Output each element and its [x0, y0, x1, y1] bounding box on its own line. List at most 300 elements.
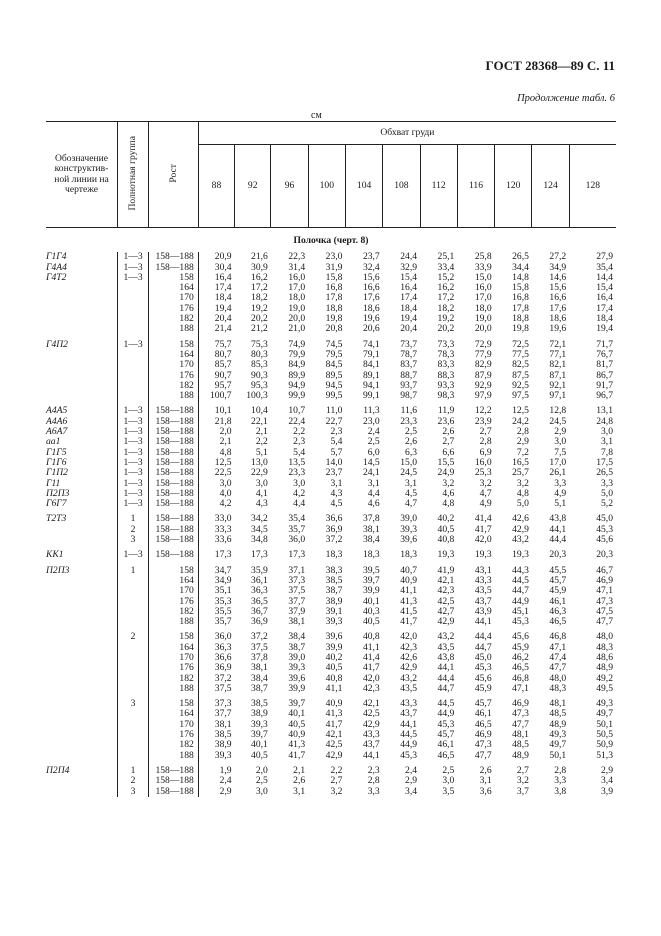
measurement-cell: 39,3 — [288, 662, 306, 674]
measurement-cell: 4,3 — [330, 487, 343, 499]
measurement-cell: 47,5 — [596, 605, 613, 617]
measurement-cell: 74,1 — [362, 338, 380, 350]
line-designation: П2П4 — [46, 764, 70, 776]
measurement-cell: 18,4 — [596, 313, 613, 325]
measurement-cell: 42,9 — [325, 749, 343, 761]
measurement-cell: 37,7 — [288, 595, 306, 607]
measurement-cell: 47,3 — [512, 708, 529, 720]
measurement-cell: 45,0 — [474, 651, 492, 663]
measurement-cell: 44,1 — [400, 718, 418, 730]
measurement-cell: 87,1 — [549, 369, 567, 381]
measurement-cell: 3,1 — [479, 775, 492, 787]
measurement-cell: 47,7 — [549, 662, 567, 674]
measurement-cell: 38,1 — [214, 718, 232, 730]
measurement-cell: 2,7 — [479, 426, 492, 438]
measurement-cell: 17,6 — [362, 292, 380, 304]
measurement-cell: 42,1 — [362, 698, 380, 710]
measurement-cell: 94,5 — [325, 379, 343, 391]
fullness-group — [118, 653, 149, 663]
measurement-cell: 99,9 — [288, 390, 306, 402]
measurement-cell: 73,3 — [437, 338, 455, 350]
line-designation — [46, 350, 118, 360]
measurement-cell: 14,5 — [362, 456, 380, 468]
measurement-cell: 48,9 — [549, 718, 567, 730]
height-value: 158—188 — [149, 514, 199, 524]
line-designation — [46, 576, 118, 586]
measurement-cell: 3,0 — [255, 785, 268, 797]
measurement-cell: 34,9 — [214, 574, 232, 586]
fullness-header — [118, 122, 149, 228]
measurement-cell: 2,3 — [293, 436, 306, 448]
height-value: 158 — [149, 566, 199, 576]
measurement-cell: 45,0 — [596, 513, 613, 525]
height-value: 158 — [149, 273, 199, 283]
measurement-cell: 38,5 — [214, 729, 232, 741]
measurement-cell: 3,0 — [255, 477, 268, 489]
measurement-cell: 38,4 — [362, 534, 380, 546]
measurement-cell: 97,1 — [549, 390, 567, 402]
measurement-cell: 18,4 — [214, 292, 232, 304]
measurement-cell: 15,4 — [400, 271, 418, 283]
measurement-cell: 18,6 — [549, 313, 567, 325]
measurement-cell: 35,4 — [288, 513, 306, 525]
measurement-cell: 18,4 — [400, 302, 418, 314]
measurement-cell: 49,3 — [549, 729, 567, 741]
line-designation — [46, 776, 118, 786]
measurement-cell: 45,9 — [512, 641, 529, 653]
measurement-cell: 48,5 — [512, 739, 529, 751]
measurement-cell: 14,6 — [549, 271, 567, 283]
measurement-cell: 3,2 — [516, 477, 529, 489]
line-designation — [46, 663, 118, 673]
measurement-cell: 42,5 — [437, 595, 455, 607]
measurement-cell: 45,3 — [596, 523, 613, 535]
measurement-cell: 41,5 — [400, 605, 418, 617]
height-value: 158—188 — [149, 766, 199, 776]
height-value: 158—188 — [149, 499, 199, 509]
measurement-cell: 16,5 — [512, 456, 529, 468]
measurement-cell: 40,8 — [362, 631, 380, 643]
measurement-cell: 46,2 — [512, 651, 529, 663]
fullness-group — [118, 360, 149, 370]
measurement-cell: 44,4 — [437, 672, 455, 684]
measurement-cell: 38,7 — [288, 641, 306, 653]
measurement-cell: 24,4 — [400, 251, 418, 263]
measurement-cell: 98,7 — [400, 390, 418, 402]
measurement-cell: 47,1 — [512, 682, 529, 694]
measurement-cell: 42,7 — [437, 605, 455, 617]
measurement-cell: 21,2 — [251, 323, 268, 335]
measurement-cell: 46,7 — [596, 564, 613, 576]
measurement-cell: 36,0 — [214, 631, 232, 643]
measurement-cell: 18,2 — [251, 292, 268, 304]
measurement-cell: 36,6 — [325, 513, 343, 525]
measurement-cell: 6,6 — [442, 446, 455, 458]
measurement-cell: 74,5 — [325, 338, 343, 350]
measurement-cell: 100,7 — [209, 390, 232, 402]
table-row — [46, 751, 616, 761]
measurement-cell: 41,7 — [400, 616, 418, 628]
measurement-cell: 33,9 — [474, 261, 492, 273]
measurement-cell: 2,9 — [554, 426, 567, 438]
measurement-cell: 4,2 — [219, 498, 232, 510]
fullness-group — [118, 597, 149, 607]
measurement-cell: 49,2 — [596, 672, 613, 684]
measurement-cell: 85,3 — [251, 359, 268, 371]
measurement-cell: 48,0 — [596, 631, 613, 643]
measurement-cell: 41,1 — [325, 682, 343, 694]
measurement-cell: 24,5 — [549, 415, 567, 427]
table-row — [46, 468, 616, 478]
measurement-cell: 10,7 — [288, 405, 306, 417]
height-value: 158—188 — [149, 458, 199, 468]
measurement-cell: 17,4 — [214, 282, 232, 294]
fullness-group — [118, 684, 149, 694]
fullness-group: 1—3 — [118, 448, 149, 458]
measurement-cell: 90,7 — [214, 369, 232, 381]
measurement-cell: 77,9 — [474, 348, 492, 360]
measurement-cell: 46,1 — [437, 739, 455, 751]
measurement-cell: 48,3 — [549, 682, 567, 694]
measurement-cell: 3,2 — [330, 785, 343, 797]
measurement-cell: 4,4 — [367, 487, 380, 499]
height-value: 176 — [149, 597, 199, 607]
measurement-cell: 42,3 — [362, 682, 380, 694]
measurement-cell: 45,9 — [549, 585, 567, 597]
measurement-cell: 83,3 — [437, 359, 455, 371]
measurement-cell: 44,9 — [512, 595, 529, 607]
line-designation — [46, 674, 118, 684]
fullness-group: 2 — [118, 525, 149, 535]
measurement-cell: 44,5 — [512, 574, 529, 586]
measurement-cell: 2,2 — [255, 436, 268, 448]
height-value: 158—188 — [149, 448, 199, 458]
measurement-cell: 19,0 — [474, 313, 492, 325]
measurement-cell: 19,3 — [474, 549, 492, 561]
fullness-group: 3 — [118, 787, 149, 797]
measurement-cell: 18,0 — [288, 292, 306, 304]
line-designation: КК1 — [46, 549, 64, 561]
table-row — [46, 391, 616, 401]
height-value: 158—188 — [149, 550, 199, 560]
fullness-group — [118, 674, 149, 684]
measurement-cell: 44,1 — [474, 616, 492, 628]
measurement-cell: 27,2 — [549, 251, 567, 263]
measurement-cell: 19,6 — [549, 323, 567, 335]
measurement-cell: 11,6 — [400, 405, 418, 417]
measurement-cell: 87,9 — [474, 369, 492, 381]
measurement-cell: 44,5 — [400, 729, 418, 741]
measurement-cell: 3,8 — [554, 785, 567, 797]
measurement-cell: 41,4 — [362, 651, 380, 663]
height-value: 158 — [149, 699, 199, 709]
measurement-cell: 18,6 — [362, 302, 380, 314]
measurement-cell: 5,4 — [330, 436, 343, 448]
measurement-cell: 41,3 — [400, 595, 418, 607]
table-row — [46, 617, 616, 627]
measurement-cell: 36,5 — [251, 595, 268, 607]
measurement-cell: 79,1 — [362, 348, 380, 360]
measurement-cell: 23,7 — [362, 251, 380, 263]
line-designation — [46, 371, 118, 381]
measurement-cell: 46,8 — [512, 672, 529, 684]
fullness-group: 1—3 — [118, 550, 149, 560]
height-value: 158—188 — [149, 776, 199, 786]
height-value: 158—188 — [149, 427, 199, 437]
measurement-cell: 2,2 — [330, 764, 343, 776]
measurement-cell: 40,5 — [362, 616, 380, 628]
fullness-group — [118, 663, 149, 673]
height-value: 158—188 — [149, 468, 199, 478]
measurement-cell: 42,1 — [325, 729, 343, 741]
measurement-cell: 46,9 — [474, 729, 492, 741]
measurement-cell: 12,5 — [512, 405, 529, 417]
line-designation — [46, 653, 118, 663]
fullness-group: 1—3 — [118, 468, 149, 478]
measurement-cell: 50,5 — [596, 729, 613, 741]
measurement-cell: 84,5 — [325, 359, 343, 371]
measurement-cell: 3,5 — [442, 785, 455, 797]
fullness-group — [118, 314, 149, 324]
measurement-cell: 5,0 — [601, 487, 613, 499]
measurement-cell: 20,4 — [214, 313, 232, 325]
measurement-cell: 34,8 — [251, 534, 268, 546]
measurement-cell: 21,4 — [214, 323, 232, 335]
fullness-group — [118, 304, 149, 314]
measurement-cell: 15,6 — [362, 271, 380, 283]
measurement-cell: 24,8 — [596, 415, 613, 427]
measurement-cell: 80,7 — [214, 348, 232, 360]
measurement-cell: 43,3 — [362, 729, 380, 741]
measurement-cell: 33,6 — [214, 534, 232, 546]
measurement-cell: 43,7 — [474, 595, 492, 607]
measurement-cell: 36,9 — [251, 616, 268, 628]
measurement-cell: 42,0 — [400, 631, 418, 643]
measurement-cell: 38,1 — [288, 616, 306, 628]
measurement-cell: 43,7 — [362, 739, 380, 751]
fullness-group: 1—3 — [118, 437, 149, 447]
chest-size-header: 104 — [345, 145, 382, 228]
measurement-cell: 17,4 — [400, 292, 418, 304]
measurement-cell: 33,3 — [214, 523, 232, 535]
measurement-cell: 42,6 — [512, 513, 529, 525]
measurement-cell: 89,1 — [362, 369, 380, 381]
measurement-cell: 10,4 — [251, 405, 268, 417]
measurement-cell: 30,9 — [251, 261, 268, 273]
measurement-cell: 42,0 — [362, 672, 380, 684]
measurement-cell: 47,7 — [596, 616, 613, 628]
fullness-group: 1—3 — [118, 489, 149, 499]
height-header — [149, 122, 199, 228]
measurement-cell: 42,9 — [400, 662, 418, 674]
measurement-cell: 36,9 — [214, 662, 232, 674]
fullness-group — [118, 350, 149, 360]
measurement-cell: 48,1 — [512, 729, 529, 741]
measurement-cell: 2,4 — [367, 426, 380, 438]
measurement-cell: 36,7 — [251, 605, 268, 617]
measurement-cell: 4,6 — [442, 487, 455, 499]
height-value: 158—188 — [149, 263, 199, 273]
measurement-cell: 16,0 — [474, 282, 492, 294]
measurement-cell: 15,2 — [437, 271, 455, 283]
measurement-cell: 37,8 — [362, 513, 380, 525]
measurement-cell: 2,1 — [219, 436, 232, 448]
line-designation: Г1Г6 — [46, 456, 67, 468]
height-value: 158—188 — [149, 437, 199, 447]
fullness-group — [118, 293, 149, 303]
line-designation — [46, 391, 118, 401]
measurement-cell: 27,9 — [596, 251, 613, 263]
measurement-cell: 3,0 — [554, 436, 567, 448]
measurement-cell: 44,4 — [549, 534, 567, 546]
height-value: 164 — [149, 576, 199, 586]
measurement-cell: 4,8 — [442, 498, 455, 510]
measurement-cell: 39,9 — [362, 585, 380, 597]
measurement-cell: 2,1 — [255, 426, 268, 438]
measurement-cell: 92,5 — [512, 379, 529, 391]
measurement-cell: 19,4 — [400, 313, 418, 325]
measurement-cell: 39,3 — [214, 749, 232, 761]
height-value: 170 — [149, 653, 199, 663]
measurement-cell: 38,5 — [325, 574, 343, 586]
height-value: 188 — [149, 617, 199, 627]
measurement-cell: 79,9 — [288, 348, 306, 360]
measurement-cell: 43,1 — [474, 564, 492, 576]
measurement-cell: 97,9 — [474, 390, 492, 402]
measurement-cell: 38,9 — [251, 708, 268, 720]
measurement-cell: 95,3 — [251, 379, 268, 391]
measurement-cell: 40,9 — [325, 698, 343, 710]
table-row — [46, 535, 616, 545]
measurement-cell: 3,3 — [367, 785, 380, 797]
height-value: 158—188 — [149, 252, 199, 262]
fullness-group — [118, 643, 149, 653]
measurement-cell: 36,9 — [325, 523, 343, 535]
measurement-cell: 3,4 — [601, 775, 613, 787]
measurement-cell: 43,9 — [474, 605, 492, 617]
measurement-cell: 44,9 — [400, 739, 418, 751]
measurement-cell: 2,8 — [516, 426, 529, 438]
fullness-group: 3 — [118, 535, 149, 545]
fullness-group: 1 — [118, 566, 149, 576]
measurement-cell: 2,9 — [219, 785, 232, 797]
table-row — [46, 324, 616, 334]
table-row — [46, 586, 616, 596]
measurement-cell: 36,6 — [214, 651, 232, 663]
measurement-cell: 16,6 — [549, 292, 567, 304]
measurement-cell: 14,8 — [512, 271, 529, 283]
fullness-group — [118, 740, 149, 750]
measurement-cell: 32,9 — [400, 261, 418, 273]
line-designation — [46, 324, 118, 334]
measurement-cell: 25,8 — [474, 251, 492, 263]
measurement-cell: 45,7 — [474, 698, 492, 710]
measurement-cell: 4,2 — [293, 487, 306, 499]
chest-size-header: 88 — [198, 145, 234, 228]
measurement-cell: 46,1 — [549, 595, 567, 607]
measurement-cell: 46,9 — [512, 698, 529, 710]
measurement-cell: 37,2 — [214, 672, 232, 684]
measurement-cell: 49,7 — [596, 708, 613, 720]
measurement-cell: 41,7 — [288, 749, 306, 761]
fullness-group: 1—3 — [118, 417, 149, 427]
measurement-cell: 16,2 — [251, 271, 268, 283]
measurement-cell: 46,5 — [549, 616, 567, 628]
measurement-cell: 72,1 — [549, 338, 567, 350]
measurement-cell: 83,7 — [400, 359, 418, 371]
measurement-cell: 17,2 — [437, 292, 455, 304]
measurement-cell: 2,9 — [601, 764, 613, 776]
measurement-cell: 16,0 — [474, 456, 492, 468]
measurement-cell: 39,5 — [362, 564, 380, 576]
line-designation — [46, 607, 118, 617]
measurement-cell: 89,5 — [325, 369, 343, 381]
measurement-cell: 38,1 — [362, 523, 380, 535]
measurement-cell: 2,1 — [293, 764, 306, 776]
measurement-cell: 100,3 — [246, 390, 268, 402]
measurement-cell: 2,5 — [367, 436, 380, 448]
measurement-cell: 2,4 — [405, 764, 418, 776]
designation-header — [46, 122, 118, 228]
fullness-group — [118, 586, 149, 596]
line-designation: А6А7 — [46, 426, 68, 438]
measurement-cell: 15,4 — [596, 282, 613, 294]
table-row — [46, 499, 616, 509]
measurement-cell: 88,3 — [437, 369, 455, 381]
fullness-group — [118, 720, 149, 730]
measurement-cell: 42,1 — [437, 574, 455, 586]
measurement-cell: 80,3 — [251, 348, 268, 360]
measurement-cell: 41,3 — [288, 739, 306, 751]
measurement-cell: 38,4 — [251, 672, 268, 684]
measurement-cell: 39,7 — [362, 574, 380, 586]
measurement-cell: 3,2 — [516, 775, 529, 787]
measurement-cell: 3,0 — [219, 477, 232, 489]
measurement-cell: 39,1 — [325, 605, 343, 617]
measurement-cell: 3,3 — [554, 477, 567, 489]
measurement-cell: 86,7 — [596, 369, 613, 381]
measurement-cell: 16,6 — [362, 282, 380, 294]
measurement-cell: 4,5 — [405, 487, 418, 499]
height-value: 170 — [149, 360, 199, 370]
measurement-cell: 15,8 — [325, 271, 343, 283]
measurement-cell: 98,3 — [437, 390, 455, 402]
measurement-cell: 39,7 — [251, 729, 268, 741]
measurement-cell: 4,1 — [255, 487, 268, 499]
measurement-cell: 12,8 — [549, 405, 567, 417]
measurement-cell: 46,3 — [549, 605, 567, 617]
measurement-cell: 15,0 — [474, 271, 492, 283]
measurement-cell: 3,2 — [479, 477, 492, 489]
measurement-cell: 13,5 — [288, 456, 306, 468]
measurement-cell: 49,5 — [596, 682, 613, 694]
measurement-cell: 3,1 — [293, 785, 306, 797]
measurement-cell: 35,5 — [214, 605, 232, 617]
measurement-cell: 3,3 — [601, 477, 613, 489]
measurement-cell: 17,3 — [251, 549, 268, 561]
measurement-cell: 3,1 — [330, 477, 343, 489]
measurement-cell: 37,1 — [288, 564, 306, 576]
measurement-cell: 42,3 — [400, 641, 418, 653]
line-designation — [46, 381, 118, 391]
measurement-cell: 40,5 — [288, 718, 306, 730]
line-designation — [46, 304, 118, 314]
measurement-cell: 99,1 — [362, 390, 380, 402]
measurement-cell: 17,0 — [549, 456, 567, 468]
fullness-group — [118, 751, 149, 761]
fullness-group: 2 — [118, 632, 149, 642]
measurement-cell: 22,7 — [325, 415, 343, 427]
